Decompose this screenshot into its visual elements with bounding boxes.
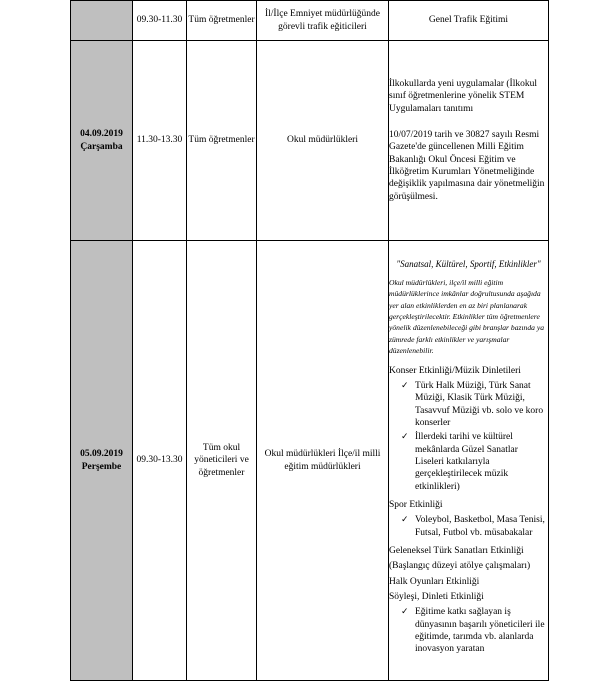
time-cell: 09.30-11.30 bbox=[133, 1, 187, 41]
place-cell: Okul müdürlükleri İlçe/il milli eğitim müdürlükleri bbox=[257, 241, 389, 681]
list-item bbox=[401, 606, 548, 655]
activities-intro: Okul müdürlükleri, ilçe/il milli eğitim müdürlüklerince imkânlar doğrultusunda aşağıda yer alan etkinliklerden en az biri planlanarak gerçekleştirilecektir. Etkinlikler tüm öğretmenlere yönelik düzenlenebileceği gibi branşlar bazında ya zümrede farklı etkinlikler ve yarışmalar düzenlenebilir. bbox=[389, 277, 545, 356]
activities-heading: "Sanatsal, Kültürel, Sportif, Etkinlikler" bbox=[396, 259, 541, 270]
list-item bbox=[401, 431, 548, 493]
participants-cell: Tüm okul yöneticileri ve öğretmenler bbox=[187, 241, 257, 681]
place-cell: İl/İlçe Emniyet müdürlüğünde görevli trafik eğiticileri bbox=[257, 1, 389, 41]
section-title: Söyleşi, Dinleti Etkinliği bbox=[389, 592, 484, 603]
content-paragraph: 10/07/2019 tarih ve 30827 sayılı Resmi Gazete'de güncellenen Milli Eğitim Bakanlığı Okul Öncesi Eğitim ve İlköğretim Kurumları Yönetmeliğinde değişiklik yapılmasına dair yönetmeliğin görüşülmesi. bbox=[389, 129, 545, 202]
day-text: Çarşamba bbox=[80, 141, 123, 152]
place-cell: Okul müdürlükleri bbox=[257, 41, 389, 241]
checklist bbox=[389, 380, 548, 493]
content-cell bbox=[389, 41, 549, 241]
date-text: 04.09.2019 bbox=[80, 129, 123, 140]
participants-cell: Tüm öğretmenler bbox=[187, 1, 257, 41]
checklist bbox=[389, 514, 548, 539]
list-item-text: Voleybol, Basketbol, Masa Tenisi, Futsal, Futbol vb. müsabakalar bbox=[415, 515, 545, 538]
participants-cell: Tüm öğretmenler bbox=[187, 41, 257, 241]
date-text: 05.09.2019 bbox=[80, 449, 123, 460]
check-icon: ✓ bbox=[401, 606, 409, 617]
list-item-text: İllerdeki tarihi ve kültürel mekânlarda Güzel Sanatlar Liseleri katkılarıyla gerçekleştirilecek müzik etkinlikleri) bbox=[415, 432, 518, 492]
date-cell bbox=[71, 241, 133, 681]
table-row bbox=[71, 41, 549, 241]
content-cell: Genel Trafik Eğitimi bbox=[389, 1, 549, 41]
table-row bbox=[71, 241, 549, 681]
section-title: Halk Oyunları Etkinliği bbox=[389, 576, 480, 587]
checklist bbox=[389, 606, 548, 655]
date-cell bbox=[71, 41, 133, 241]
schedule-table bbox=[70, 0, 549, 681]
table-row bbox=[71, 1, 549, 41]
list-item bbox=[401, 379, 548, 429]
content-paragraph: İlkokullarda yeni uygulamalar (İlkokul sınıf öğretmenlerine yönelik STEM Uygulamaları tanıtımı bbox=[389, 78, 537, 114]
section-note: (Başlangıç düzeyi atölye çalışmaları) bbox=[389, 561, 531, 572]
time-cell: 11.30-13.30 bbox=[133, 41, 187, 241]
list-item bbox=[401, 514, 548, 539]
check-icon: ✓ bbox=[401, 514, 409, 525]
content-cell bbox=[389, 241, 549, 681]
check-icon: ✓ bbox=[401, 379, 409, 390]
time-cell: 09.30-13.30 bbox=[133, 241, 187, 681]
section-title: Konser Etkinliği/Müzik Dinletileri bbox=[389, 365, 521, 376]
section-title: Spor Etkinliği bbox=[389, 500, 443, 511]
day-text: Perşembe bbox=[81, 461, 122, 472]
list-item-text: Türk Halk Müziği, Türk Sanat Müziği, Klasik Türk Müziği, Tasavvuf Müziği vb. solo ve koro konserler bbox=[415, 380, 544, 428]
date-cell-blank bbox=[71, 1, 133, 41]
check-icon: ✓ bbox=[401, 431, 409, 442]
list-item-text: Eğitime katkı sağlayan iş dünyasının başarılı yöneticileri ile eğitimde, tarımda vb. alanlarda inovasyon yaratan bbox=[415, 607, 545, 655]
section-title: Geleneksel Türk Sanatları Etkinliği bbox=[389, 546, 524, 557]
